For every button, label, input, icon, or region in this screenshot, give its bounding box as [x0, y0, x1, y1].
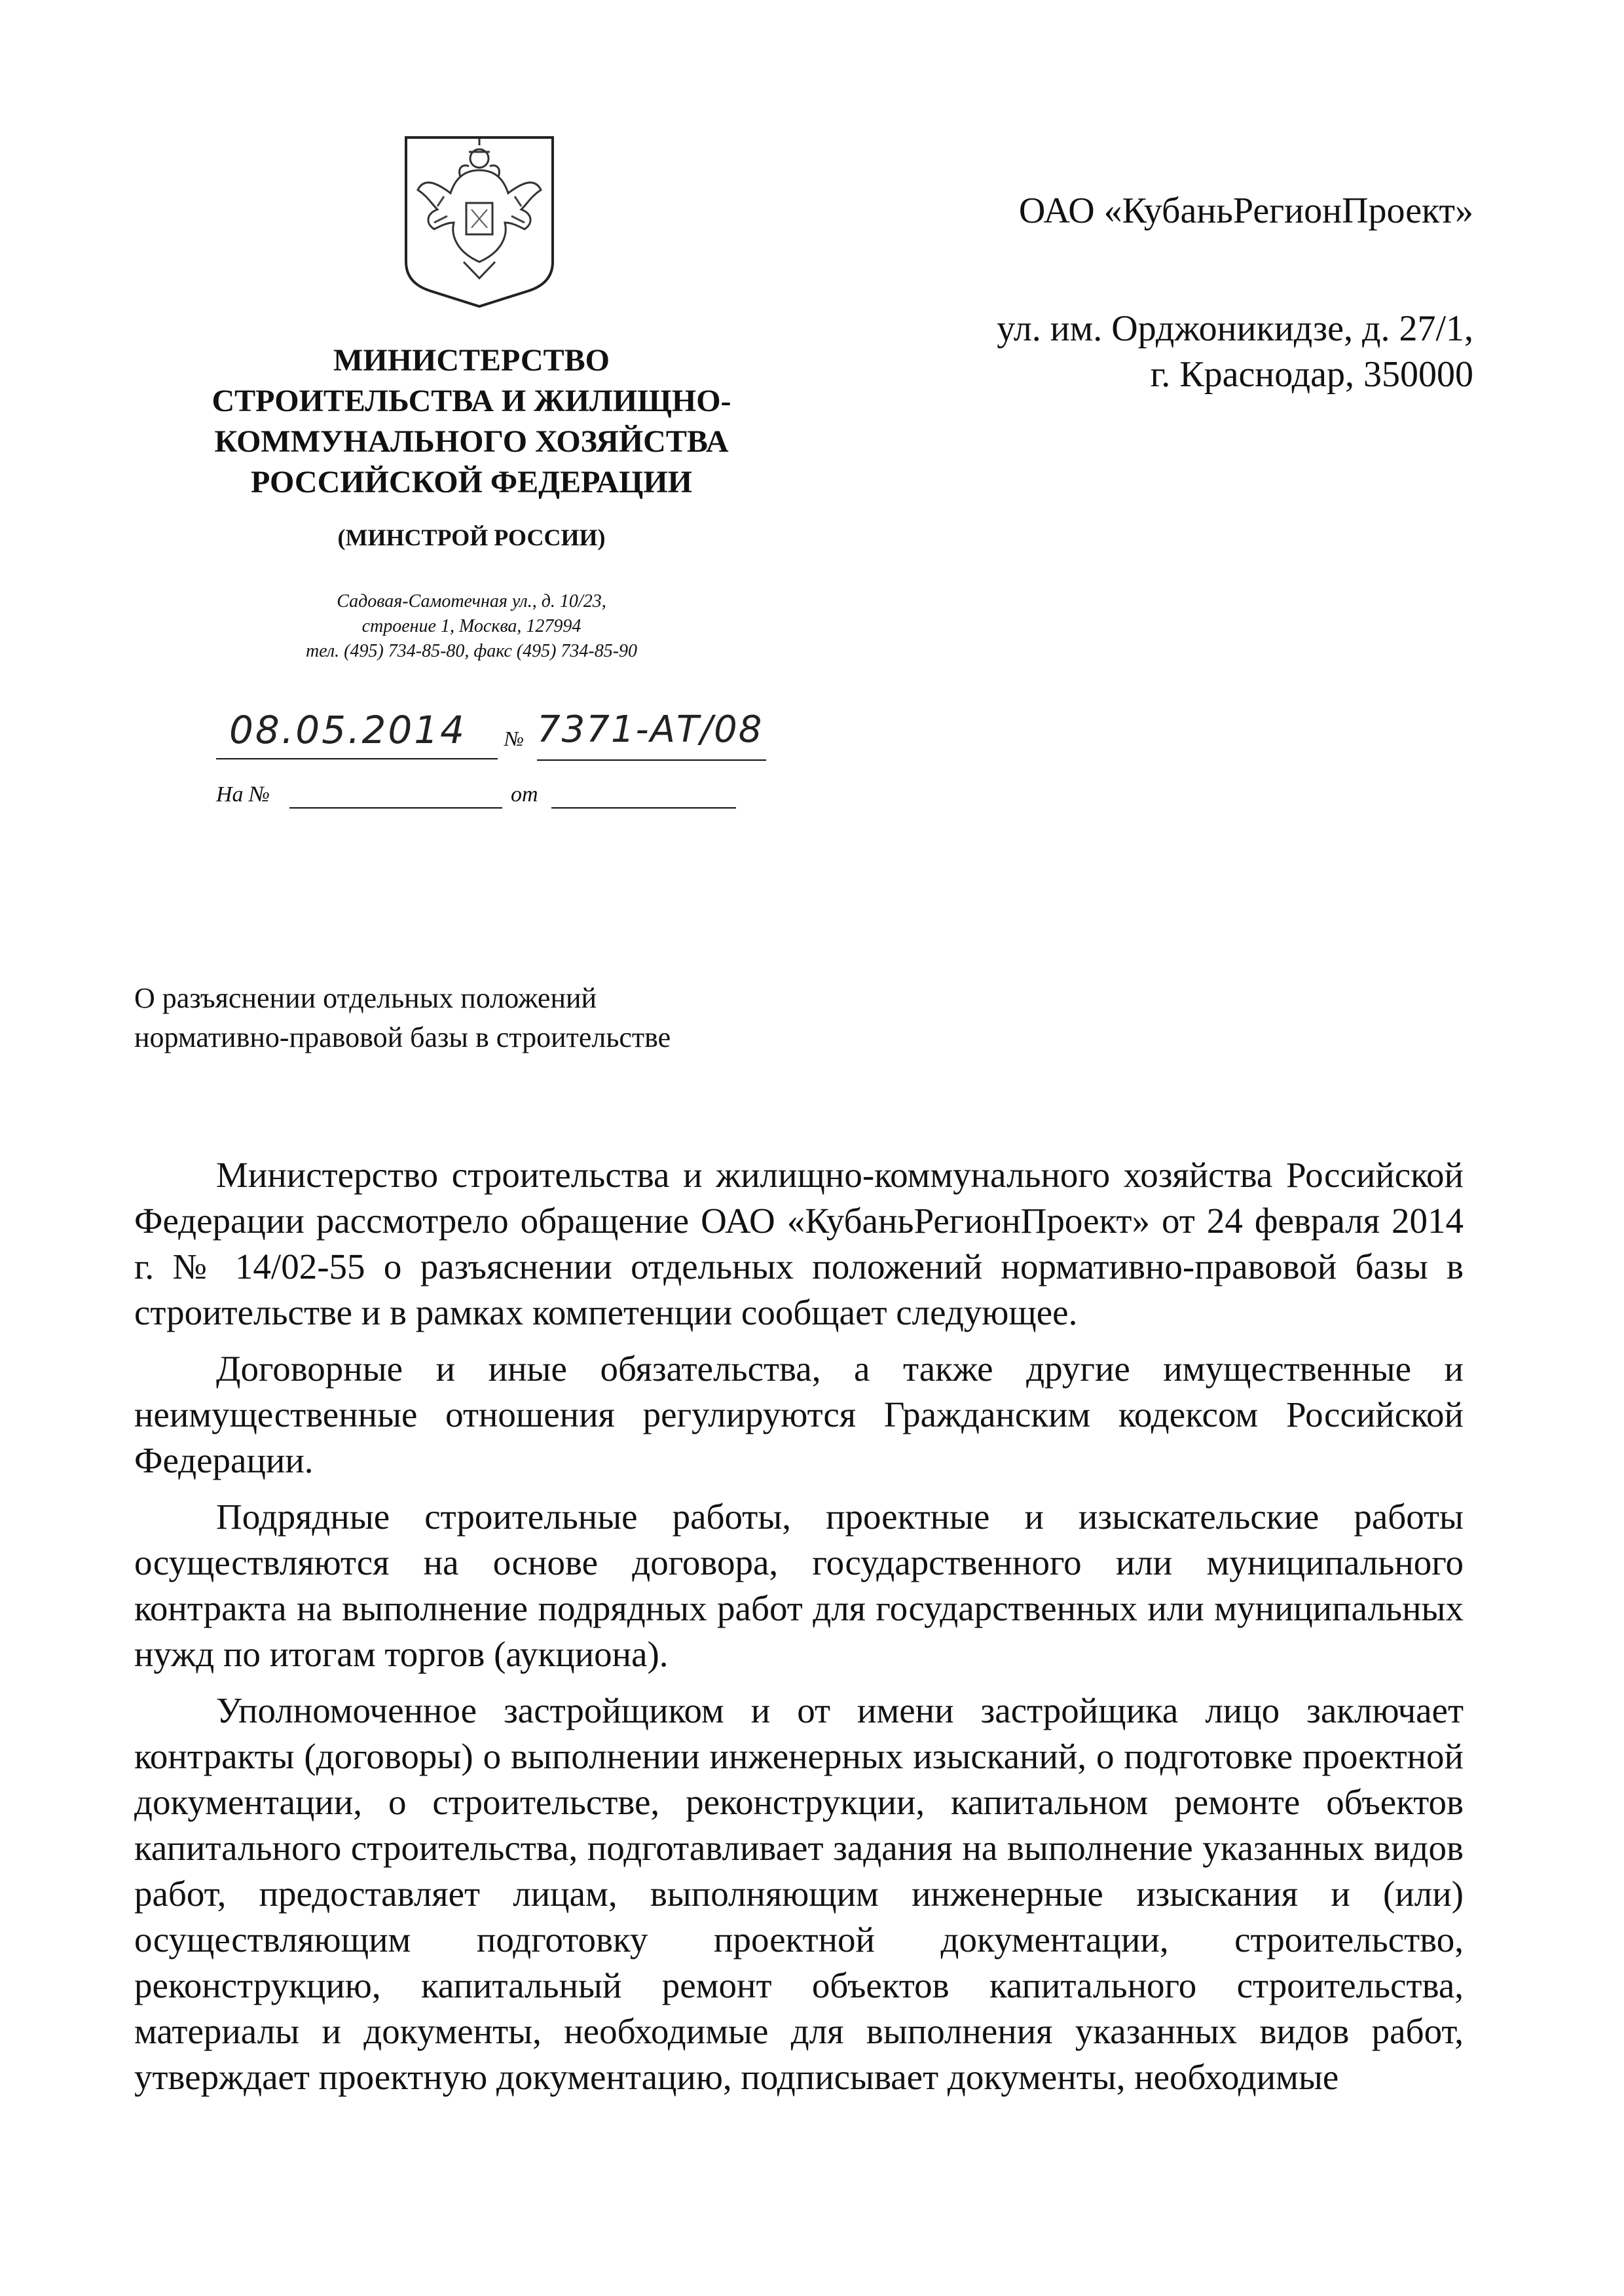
subject-line: О разъяснении отдельных положений: [134, 982, 597, 1014]
registration-date: 08.05.2014: [216, 707, 498, 759]
body-paragraph: Подрядные строительные работы, проектные и изыскательские работы осуществляются на основе договора, государственного или муниципального контракта на выполнение подрядных работ для государственных или муниципальных нужд по итогам торгов (аукциона).: [134, 1497, 1464, 1674]
registration-number: 7371-АТ/08: [537, 707, 766, 761]
ministry-short-name: (МИНСТРОЙ РОССИИ): [337, 524, 606, 551]
subject-line: нормативно-правовой базы в строительстве: [134, 1021, 671, 1053]
ministry-address: [144, 589, 799, 664]
address-line: строение 1, Москва, 127994: [361, 616, 581, 636]
addressee-organization: ОАО «КубаньРегионПроект»: [1018, 191, 1473, 231]
letter-body: [134, 1152, 1464, 2111]
address-line: Садовая-Самотечная ул., д. 10/23,: [337, 591, 606, 611]
address-line: тел. (495) 734-85-80, факс (495) 734-85-90: [305, 641, 638, 661]
reference-number-label: На №: [216, 782, 270, 807]
ministry-name-line: МИНИСТЕРСТВО: [333, 343, 610, 378]
addressee-city: г. Краснодар, 350000: [1150, 354, 1473, 395]
body-paragraph: Уполномоченное застройщиком и от имени застройщика лицо заключает контракты (договоры) о выполнении инженерных изысканий, о подготовке проектной документации, о строительстве, реконструкции, капитальном ремонте объектов капитального строительства, подготавливает задания на выполнение указанных видов работ, предоставляет лицам, выполняющим инженерные изыскания и (или) осуществляющим подготовку проектной документации, строительство, реконструкцию, капитальный ремонт объектов капитального строительства, материалы и документы, необходимые для выполнения указанных видов работ, утверждает проектную документацию, подписывает документы, необходимые: [134, 1690, 1464, 2097]
reference-number-blank: [289, 807, 502, 809]
ministry-name-line: КОММУНАЛЬНОГО ХОЗЯЙСТВА: [214, 424, 729, 459]
registration-number-label: №: [504, 727, 525, 750]
body-paragraph: Договорные и иные обязательства, а также другие имущественные и неимущественные отношения регулируются Гражданским кодексом Российской Федерации.: [134, 1349, 1464, 1480]
reference-date-blank: [551, 807, 736, 809]
registration-line: [216, 707, 805, 766]
letter-subject: [134, 979, 855, 1057]
ministry-name: [144, 340, 799, 503]
ministry-name-line: РОССИЙСКОЙ ФЕДЕРАЦИИ: [250, 465, 693, 500]
addressee-street: ул. им. Орджоникидзе, д. 27/1,: [997, 308, 1473, 349]
reference-line: [216, 782, 805, 822]
reference-date-label: от: [511, 782, 538, 807]
ministry-name-line: СТРОИТЕЛЬСТВА И ЖИЛИЩНО-: [212, 384, 731, 418]
coat-of-arms-icon: [398, 131, 561, 309]
body-paragraph: Министерство строительства и жилищно-коммунального хозяйства Российской Федерации рассмотрело обращение ОАО «КубаньРегионПроект» от 24 февраля 2014 г. № 14/02-55 о разъяснении отдельных положений нормативно-правовой базы в строительстве и в рамках компетенции сообщает следующее.: [134, 1155, 1464, 1332]
